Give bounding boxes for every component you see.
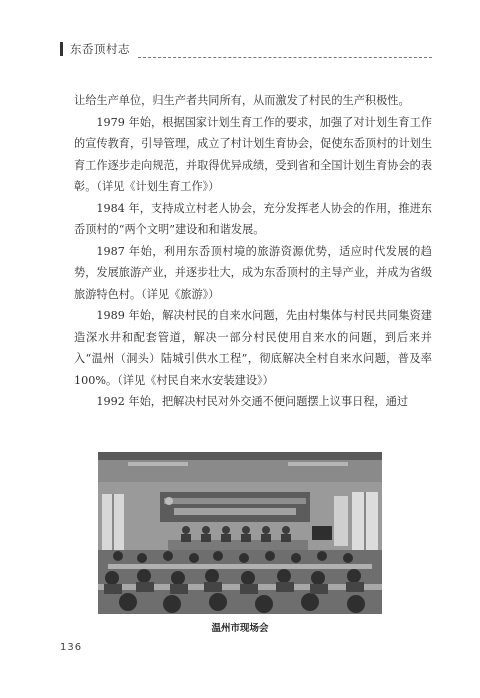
meeting-photo-image — [98, 452, 382, 614]
photo-caption: 温州市现场会 — [211, 623, 269, 634]
paragraph-2: 1979 年始，根据国家计划生育工作的要求，加强了对计划生育工作的宣传教育，引导管理，成立了村计划生育协会，促使东岙顶村的计划生育工作逐步走向规范，并取得优异成绩，受到省和全国计划生育协会的表彰。（详见《计划生育工作》） — [74, 115, 433, 193]
paragraph-1: 让给生产单位，归生产者共同所有，从而激发了村民的生产积极性。 — [74, 94, 410, 107]
header-rule — [138, 57, 432, 58]
header-bar — [60, 42, 63, 56]
paragraph-3: 1984 年，支持成立村老人协会，充分发挥老人协会的作用，推进东岙顶村的“两个文明”建设和和谐发展。 — [74, 201, 432, 236]
body-text — [74, 90, 432, 413]
paragraph-4: 1987 年始，利用东岙顶村境的旅游资源优势，适应时代发展的趋势，发展旅游产业，并逐步壮大，成为东岙顶村的主导产业，并成为省级旅游特色村。（详见《旅游》） — [74, 244, 433, 301]
header-title: 东岙顶村志 — [70, 42, 130, 56]
paragraph-6: 1992 年始，把解决村民对外交通不便问题摆上议事日程，通过 — [96, 395, 409, 408]
paragraph-5: 1989 年始，解决村民的自来水问题，先由村集体与村民共同集资建造深水井和配套管道，解决一部分村民使用自来水的问题，到后来并入“温州（洞头）陆城引供水工程”，彻底解决全村自来水问题，普及率 100%。（详见《村民自来水安装建设》） — [74, 309, 432, 387]
page-number: 136 — [60, 642, 83, 653]
running-header — [60, 40, 432, 60]
meeting-photo — [98, 452, 382, 614]
